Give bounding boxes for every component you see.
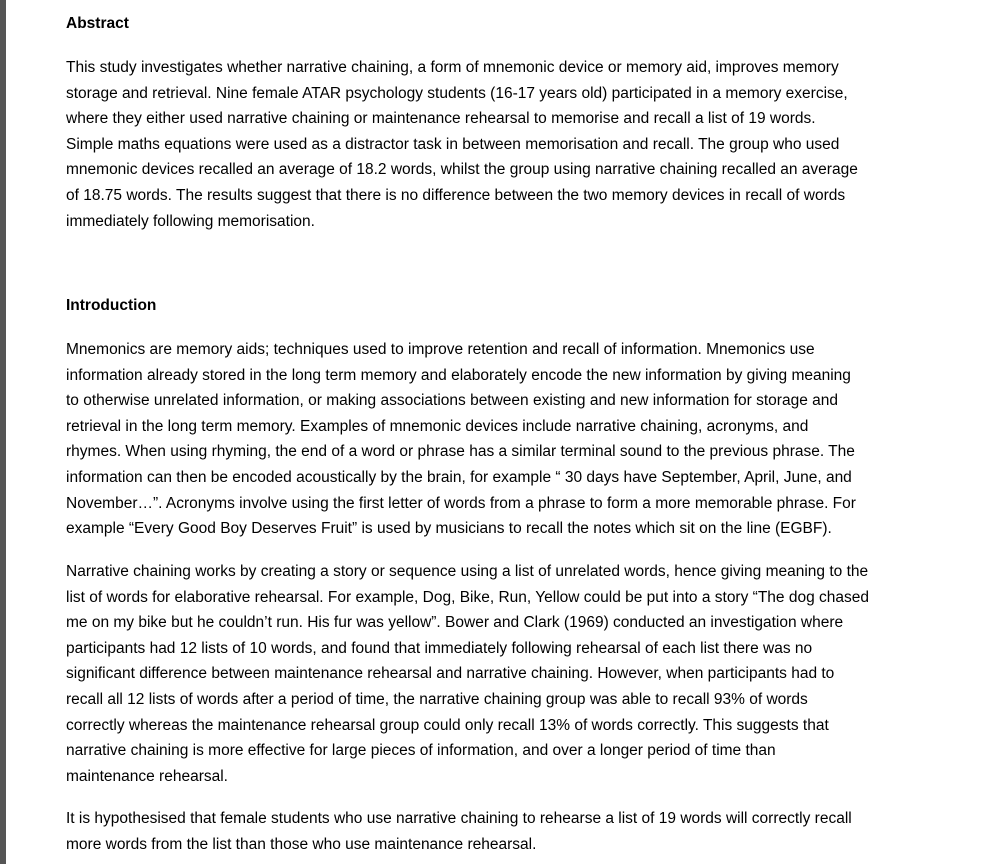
- introduction-paragraph-2: [66, 559, 946, 789]
- text-line: participants had 12 lists of 10 words, and found that immediately following rehearsal of each list there was no: [66, 639, 813, 657]
- text-line: more words from the list than those who use maintenance rehearsal.: [66, 835, 537, 853]
- text-line: correctly whereas the maintenance rehearsal group could only recall 13% of words correctly. This suggests that: [66, 716, 829, 734]
- text-line: This study investigates whether narrative chaining, a form of mnemonic device or memory aid, improves memory: [66, 59, 839, 76]
- text-line: November…”. Acronyms involve using the first letter of words from a phrase to form a more memorable phrase. For: [66, 494, 856, 512]
- text-line: me on my bike but he couldn’t run. His fur was yellow”. Bower and Clark (1969) conducted an investigation where: [66, 614, 844, 632]
- text-line: Simple maths equations were used as a distractor task in between memorisation and recall. The group who used: [66, 135, 840, 153]
- text-line: information can then be encoded acoustically by the brain, for example “ 30 days have September, April, June, and: [66, 468, 852, 486]
- text-line: list of words for elaborative rehearsal. For example, Dog, Bike, Run, Yellow could be put into a story “The dog chased: [66, 588, 869, 606]
- text-line: mnemonic devices recalled an average of 18.2 words, whilst the group using narrative chaining recalled an average: [66, 161, 858, 179]
- abstract-paragraph: [66, 55, 946, 234]
- text-line: Narrative chaining works by creating a story or sequence using a list of unrelated words, hence giving meaning to the: [66, 563, 869, 580]
- text-line: significant difference between maintenance rehearsal and narrative chaining. However, when participants had to: [66, 665, 835, 683]
- text-line: to otherwise unrelated information, or making associations between existing and new information for storage and: [66, 392, 838, 410]
- introduction-paragraph-1: [66, 337, 946, 542]
- text-line: where they either used narrative chaining or maintenance rehearsal to memorise and recall a list of 19 words.: [66, 110, 816, 128]
- text-line: narrative chaining is more effective for large pieces of information, and over a longer period of time than: [66, 742, 776, 760]
- text-line: maintenance rehearsal.: [66, 767, 228, 785]
- text-line: storage and retrieval. Nine female ATAR psychology students (16-17 years old) participated in a memory exercise,: [66, 84, 848, 102]
- text-line: example “Every Good Boy Deserves Fruit” is used by musicians to recall the notes which sit on the line (EGBF).: [66, 520, 832, 538]
- abstract-heading: Abstract: [66, 15, 129, 32]
- text-line: information already stored in the long term memory and elaborately encode the new information by giving meaning: [66, 366, 851, 384]
- text-line: recall all 12 lists of words after a period of time, the narrative chaining group was able to recall 93% of words: [66, 690, 808, 708]
- text-line: retrieval in the long term memory. Examples of mnemonic devices include narrative chaining, acronyms, and: [66, 417, 809, 435]
- viewer-left-edge: [0, 0, 6, 864]
- text-line: rhymes. When using rhyming, the end of a word or phrase has a similar terminal sound to the previous phrase. The: [66, 443, 855, 461]
- text-line: Mnemonics are memory aids; techniques used to improve retention and recall of information. Mnemonics use: [66, 341, 815, 358]
- introduction-paragraph-3: [66, 806, 946, 857]
- text-line: of 18.75 words. The results suggest that there is no difference between the two memory devices in recall of words: [66, 186, 846, 204]
- text-line: It is hypothesised that female students who use narrative chaining to rehearse a list of 19 words will correctly recall: [66, 810, 852, 827]
- text-line: immediately following memorisation.: [66, 212, 315, 230]
- introduction-heading: Introduction: [66, 297, 157, 314]
